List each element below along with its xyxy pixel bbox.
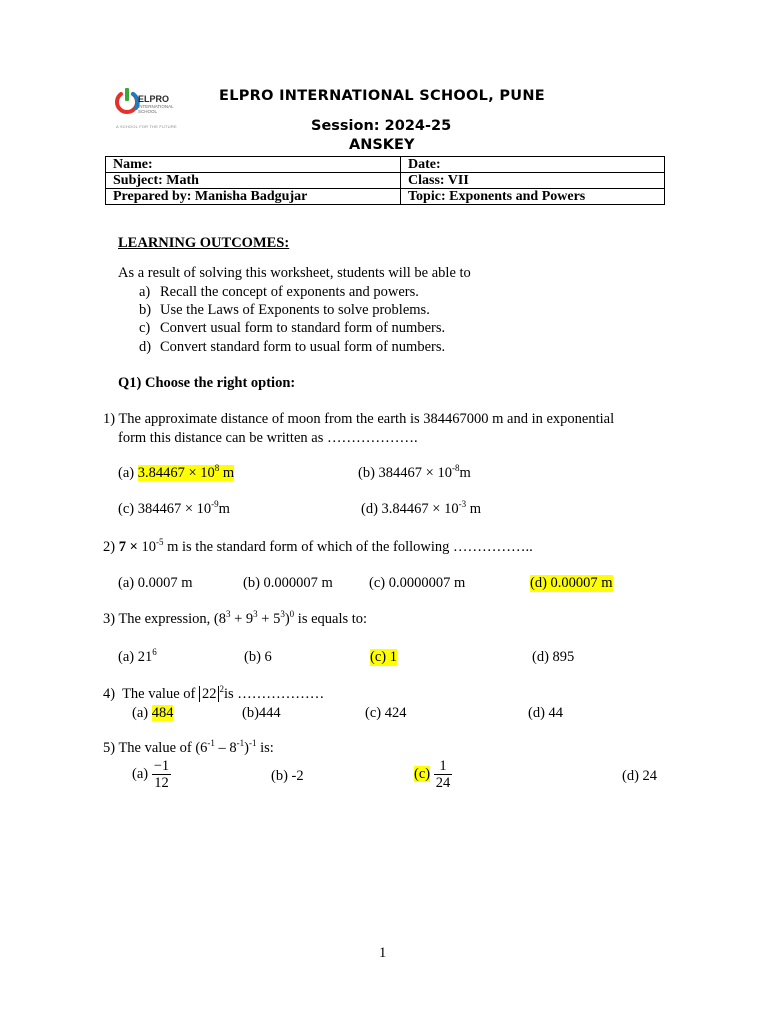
q1-option-b: (b) $384467 \times 10^{-8}m$ bbox=[358, 463, 471, 481]
question-3-text: 3) The expression, $(8^3 + 9^3 + 5^3)^0$ is equals to: bbox=[103, 609, 368, 627]
q3-option-a: (a) $21^6$ bbox=[118, 647, 157, 665]
school-logo bbox=[112, 82, 192, 132]
class-field: Class: VII bbox=[401, 173, 665, 189]
table-row bbox=[106, 173, 665, 189]
topic-field: Topic: Exponents and Powers bbox=[401, 189, 665, 205]
q1-option-c: (c) $384467 \times 10^{-9}m$ bbox=[118, 499, 230, 517]
question-1-text-cont: form this distance can be written as ………………. bbox=[118, 430, 418, 446]
q4-option-c: (c) 424 bbox=[365, 705, 407, 721]
page-number: 1 bbox=[379, 945, 387, 961]
q1-option-d: (d) $3.84467 \times 10^{-3}$ m bbox=[361, 499, 481, 517]
q3-option-c: (c) 1 bbox=[370, 649, 397, 665]
prepared-by-field: Prepared by: Manisha Badgujar bbox=[106, 189, 401, 205]
document-type: ANSKEY bbox=[349, 137, 415, 153]
q4-option-d: (d) 44 bbox=[528, 705, 564, 721]
table-row bbox=[106, 189, 665, 205]
q2-option-d: (d) 0.00007 m bbox=[530, 575, 613, 591]
question-5-text: 5) The value of $(6^{-1} - 8^{-1})^{-1}$ is: bbox=[103, 738, 274, 756]
q4-option-b: (b)444 bbox=[242, 705, 281, 721]
q5-option-a: (a) $\frac{-1}{12}$ bbox=[132, 758, 170, 791]
learning-outcomes-intro: As a result of solving this worksheet, students will be able to bbox=[118, 265, 471, 281]
fraction: $\frac{-1}{12}$ bbox=[153, 758, 170, 791]
learning-outcomes-title: LEARNING OUTCOMES: bbox=[118, 235, 290, 251]
q3-option-d: (d) 895 bbox=[532, 649, 575, 665]
q2-option-b: (b) 0.000007 m bbox=[243, 575, 333, 591]
section-title: Q1) Choose the right option: bbox=[118, 375, 296, 391]
q5-option-d: (d) 24 bbox=[622, 768, 658, 784]
q4-option-a: (a) 484 bbox=[132, 705, 174, 721]
list-item: a) Recall the concept of exponents and powers. bbox=[139, 284, 419, 300]
logo-tagline: A SCHOOL FOR THE FUTURE bbox=[116, 124, 177, 129]
question-2-text: 2) $7 \times 10^{-5}$ m is the standard form of which of the following …………….. bbox=[103, 537, 533, 555]
name-field: Name: bbox=[106, 157, 401, 173]
question-1-text: 1) The approximate distance of moon from the earth is 384467000 m and in exponential bbox=[103, 411, 615, 427]
question-4-text: 4) The value of 22 $^2$is ……………… bbox=[103, 684, 325, 702]
list-item: b) Use the Laws of Exponents to solve problems. bbox=[139, 302, 430, 318]
correct-answer-highlight: $3.84467 \times 10^8$ m bbox=[137, 463, 235, 481]
logo-brand: ELPRO bbox=[138, 94, 170, 104]
table-row bbox=[106, 157, 665, 173]
q5-option-b: (b) -2 bbox=[271, 768, 304, 784]
subject-field: Subject: Math bbox=[106, 173, 401, 189]
info-table bbox=[105, 156, 665, 205]
q3-option-b: (b) 6 bbox=[244, 649, 272, 665]
date-field: Date: bbox=[401, 157, 665, 173]
q1-option-a: (a) $3.84467 \times 10^8$ m bbox=[118, 463, 235, 481]
fraction: $\frac{1}{24}$ bbox=[435, 758, 451, 791]
school-name: ELPRO INTERNATIONAL SCHOOL, PUNE bbox=[219, 88, 546, 104]
power-logo-icon bbox=[114, 86, 140, 120]
list-item: d) Convert standard form to usual form of numbers. bbox=[139, 339, 446, 355]
q2-option-c: (c) 0.0000007 m bbox=[369, 575, 466, 591]
list-item: c) Convert usual form to standard form of numbers. bbox=[139, 320, 446, 336]
session-label: Session: 2024-25 bbox=[311, 118, 452, 134]
q2-option-a: (a) 0.0007 m bbox=[118, 575, 193, 591]
q5-option-c: (c) $\frac{1}{24}$ bbox=[414, 758, 451, 791]
logo-subtitle: INTERNATIONAL SCHOOL bbox=[138, 104, 174, 114]
